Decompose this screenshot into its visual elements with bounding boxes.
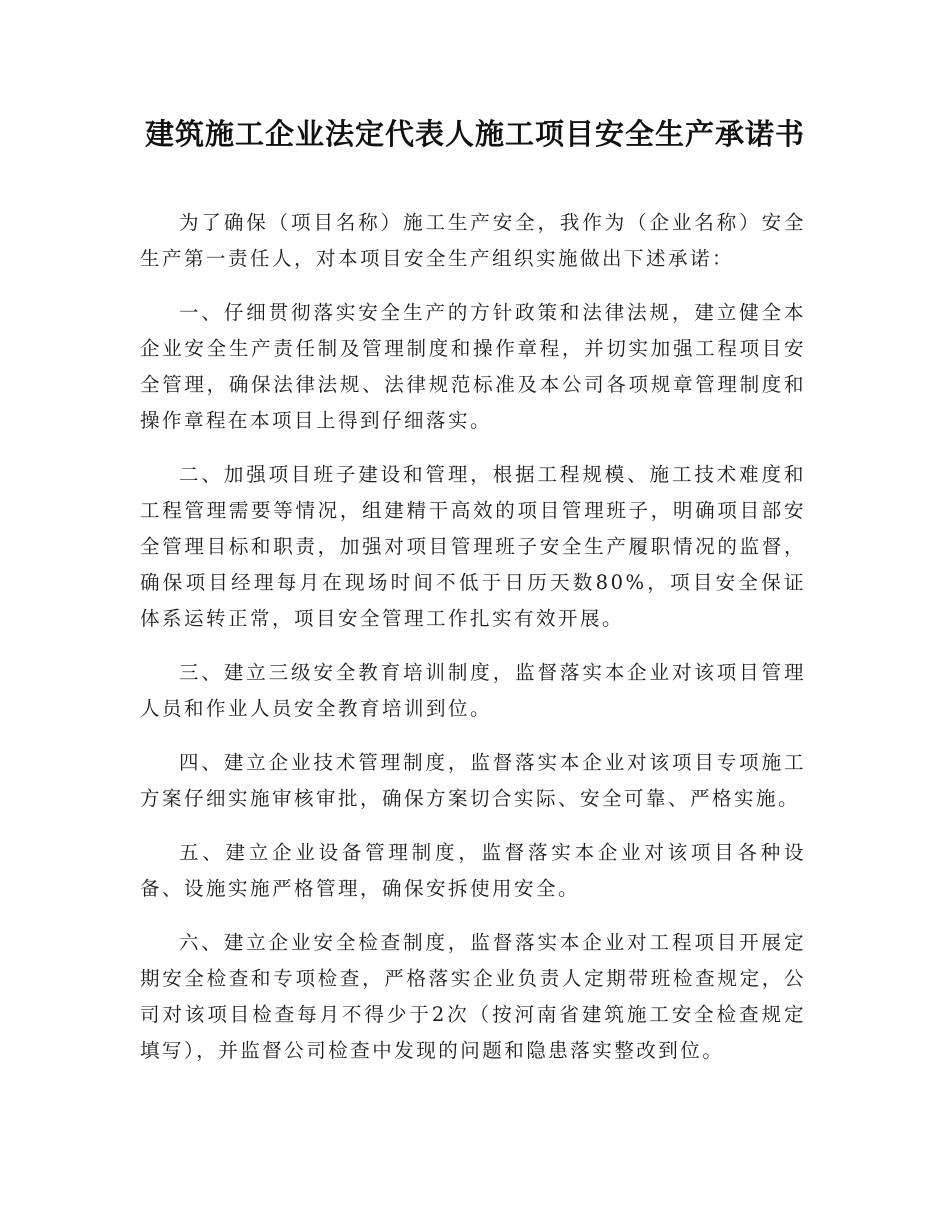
paragraph-item-1: 一、仔细贯彻落实安全生产的方针政策和法律法规，建立健全本企业安全生产责任制及管理制度和操作章程，并切实加强工程项目安全管理，确保法律法规、法律规范标准及本公司各项规章管理制度和操作章程在本项目上得到仔细落实。 <box>140 301 806 432</box>
paragraph-item-2: 二、加强项目班子建设和管理，根据工程规模、施工技术难度和工程管理需要等情况，组建精干高效的项目管理班子，明确项目部安全管理目标和职责，加强对项目管理班子安全生产履职情况的监督，确保项目经理每月在现场时间不低于日历天数80%，项目安全保证体系运转正常，项目安全管理工作扎实有效开展。 <box>140 463 806 630</box>
document-title: 建筑施工企业法定代表人施工项目安全生产承诺书 <box>144 117 805 151</box>
paragraph-intro: 为了确保（项目名称）施工生产安全，我作为（企业名称）安全生产第一责任人，对本项目安全生产组织实施做出下述承诺： <box>140 211 806 270</box>
paragraph-item-3: 三、建立三级安全教育培训制度，监督落实本企业对该项目管理人员和作业人员安全教育培训到位。 <box>140 661 806 720</box>
document-body <box>140 205 806 1087</box>
paragraph-item-6: 六、建立企业安全检查制度，监督落实本企业对工程项目开展定期安全检查和专项检查，严格落实企业负责人定期带班检查规定，公司对该项目检查每月不得少于2次（按河南省建筑施工安全检查规定填写），并监督公司检查中发现的问题和隐患落实整改到位。 <box>140 931 806 1062</box>
paragraph-item-5: 五、建立企业设备管理制度，监督落实本企业对该项目各种设备、设施实施严格管理，确保安拆使用安全。 <box>140 841 806 900</box>
paragraph-item-4: 四、建立企业技术管理制度，监督落实本企业对该项目专项施工方案仔细实施审核审批，确保方案切合实际、安全可靠、严格实施。 <box>140 751 806 810</box>
